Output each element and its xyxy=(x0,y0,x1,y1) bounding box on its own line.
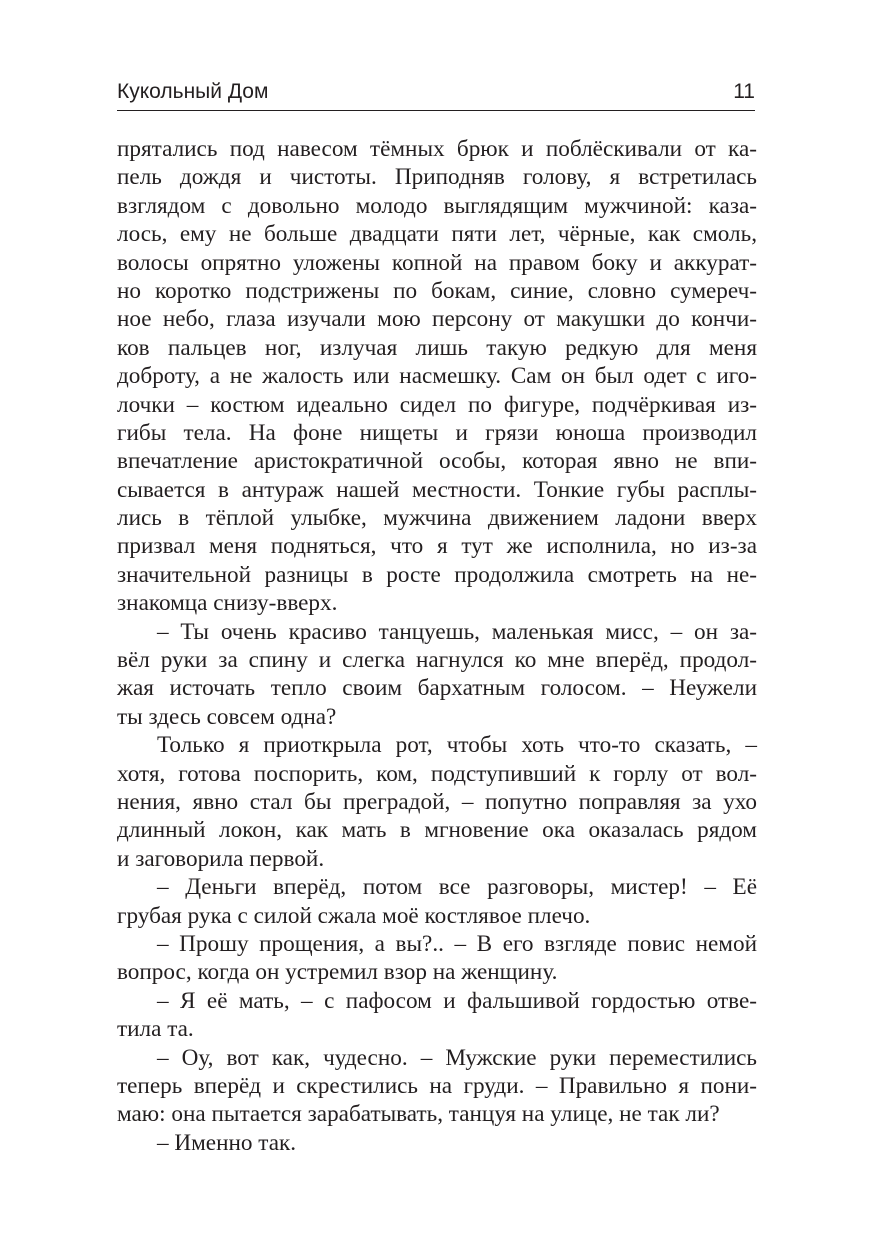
text-line: – Оу, вот как, чудесно. – Мужские руки переместились xyxy=(157,1044,757,1071)
text-line: взглядом с довольно молодо выглядящим мужчиной: каза- xyxy=(117,192,757,219)
text-line: тила та. xyxy=(117,1016,194,1043)
text-line: пель дождя и чистоты. Приподняв голову, я встретилась xyxy=(117,164,757,191)
text-line: хотя, готова поспорить, ком, подступивший к горлу от вол- xyxy=(117,760,757,787)
paragraph xyxy=(117,1129,757,1157)
text-line: призвал меня подняться, что я тут же исполнила, но из-за xyxy=(117,533,757,560)
running-head xyxy=(117,78,755,108)
text-line: – Прошу прощения, а вы?.. – В его взгляде повис немой xyxy=(157,930,757,957)
text-line: грубая рука с силой сжала моё костлявое плечо. xyxy=(117,902,591,929)
text-line: прятались под навесом тёмных брюк и поблёскивали от ка- xyxy=(117,136,757,162)
text-line: теперь вперёд и скрестились на груди. – Правильно я пони- xyxy=(117,1072,757,1099)
text-line: маю: она пытается зарабатывать, танцуя на улице, не так ли? xyxy=(117,1101,720,1128)
text-line: впечатление аристократичной особы, которая явно не впи- xyxy=(117,448,757,475)
text-line: ное небо, глаза изучали мою персону от макушки до кончи- xyxy=(117,306,757,333)
text-line: – Именно так. xyxy=(157,1129,297,1156)
paragraph xyxy=(117,987,757,1044)
text-line: – Я её мать, – с пафосом и фальшивой гордостью отве- xyxy=(157,987,757,1014)
paragraph xyxy=(117,135,757,618)
header-rule xyxy=(117,110,755,111)
text-line: и заговорила первой. xyxy=(117,845,325,872)
text-line: вёл руки за спину и слегка нагнулся ко мне вперёд, продол- xyxy=(117,647,757,674)
paragraph xyxy=(117,873,757,930)
text-line: вопрос, когда он устремил взор на женщину. xyxy=(117,959,558,986)
text-line: но коротко подстрижены по бокам, синие, словно сумереч- xyxy=(117,277,757,304)
book-title: Кукольный Дом xyxy=(117,80,269,103)
body-text xyxy=(117,135,757,1157)
text-line: знакомца снизу-вверх. xyxy=(117,590,338,617)
text-line: ков пальцев ног, излучая лишь такую редкую для меня xyxy=(117,334,757,361)
page-number: 11 xyxy=(733,80,755,103)
text-line: гибы тела. На фоне нищеты и грязи юноша производил xyxy=(117,419,757,446)
paragraph xyxy=(117,1044,757,1129)
text-line: лось, ему не больше двадцати пяти лет, чёрные, как смоль, xyxy=(117,221,757,248)
text-line: лочки – костюм идеально сидел по фигуре, подчёркивая из- xyxy=(117,391,757,418)
text-line: нения, явно стал бы преградой, – попутно поправляя за ухо xyxy=(117,788,757,815)
text-line: доброту, а не жалость или насмешку. Сам он был одет с иго- xyxy=(117,363,757,390)
text-line: значительной разницы в росте продолжила смотреть на не- xyxy=(117,561,757,588)
text-line: – Деньги вперёд, потом все разговоры, мистер! – Её xyxy=(157,874,757,901)
text-line: – Ты очень красиво танцуешь, маленькая мисс, – он за- xyxy=(157,618,757,645)
text-line: сывается в антураж нашей местности. Тонкие губы расплы- xyxy=(117,476,757,503)
text-line: лись в тёплой улыбке, мужчина движением ладони вверх xyxy=(117,505,757,532)
text-line: волосы опрятно уложены копной на правом боку и аккурат- xyxy=(117,249,757,276)
text-line: жая источать тепло своим бархатным голосом. – Неужели xyxy=(117,675,757,702)
paragraph xyxy=(117,731,757,873)
text-line: Только я приоткрыла рот, чтобы хоть что-то сказать, – xyxy=(157,732,757,759)
text-line: длинный локон, как мать в мгновение ока оказалась рядом xyxy=(117,817,757,844)
paragraph xyxy=(117,618,757,732)
text-line: ты здесь совсем одна? xyxy=(117,703,337,730)
paragraph xyxy=(117,930,757,987)
